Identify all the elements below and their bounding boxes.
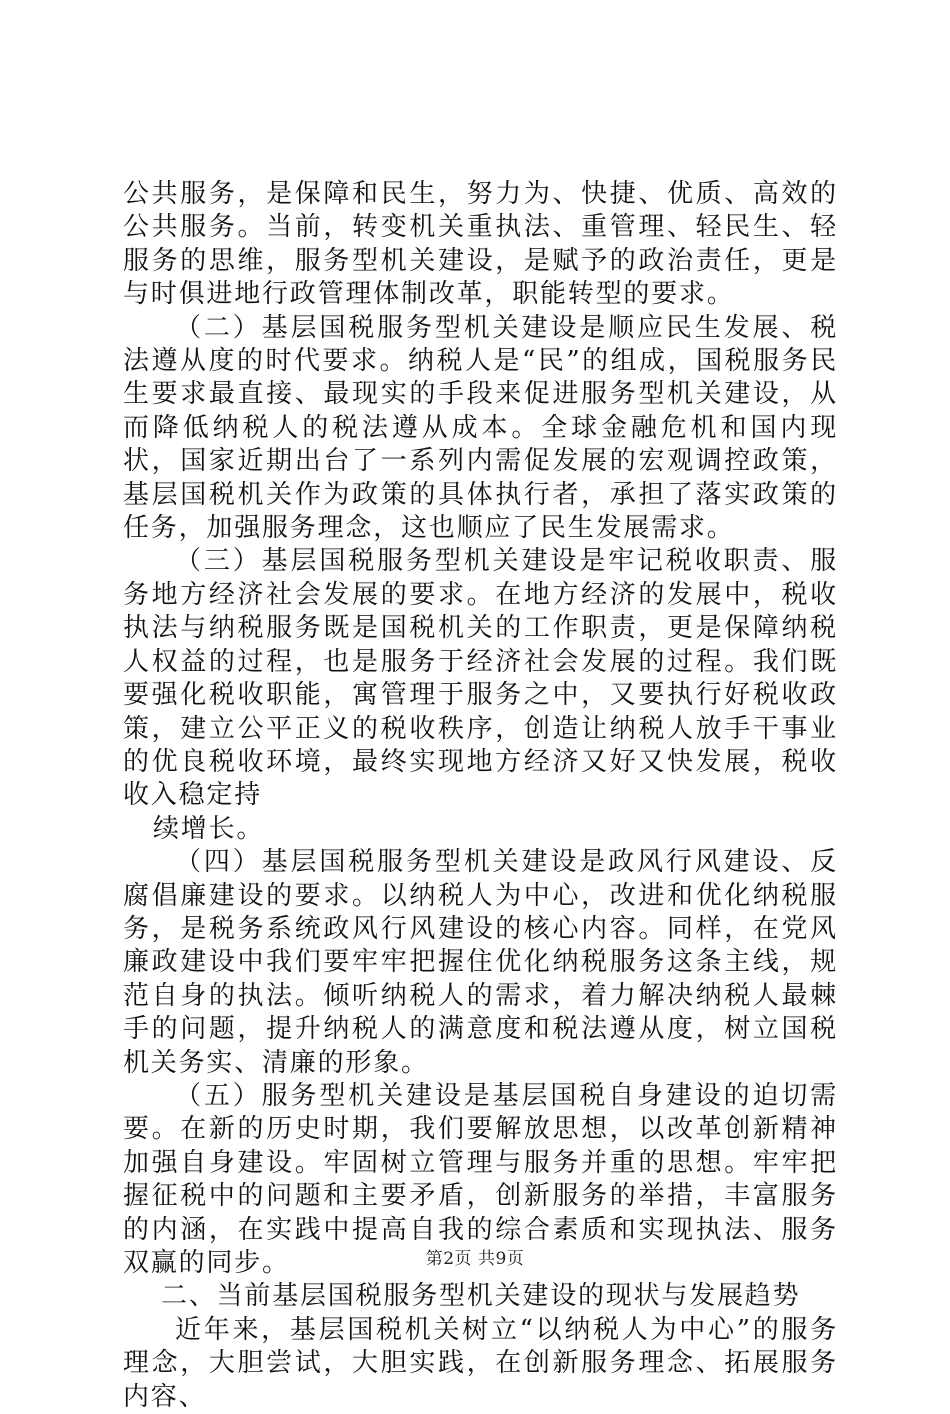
document-body [123,178,838,1414]
paragraph-recent-years: 近年来，基层国税机关树立“以纳税人为中心”的服务理念，大胆尝试，大胆实践，在创新服务理念、拓展服务内容、 [123,1314,838,1412]
paragraph-section-2: （二）基层国税服务型机关建设是顺应民生发展、税法遵从度的时代要求。纳税人是“民”的组成，国税服务民生要求最直接、最现实的手段来促进服务型机关建设，从而降低纳税人的税法遵从成本。全球金融危机和国内现状，国家近期出台了一系列内需促发展的宏观调控政策，基层国税机关作为政策的具体执行者，承担了落实政策的任务，加强服务理念，这也顺应了民生发展需求。 [123,312,838,544]
paragraph-section-3: （三）基层国税服务型机关建设是牢记税收职责、服务地方经济社会发展的要求。在地方经济的发展中，税收执法与纳税服务既是国税机关的工作职责，更是保障纳税人权益的过程，也是服务于经济社会发展的过程。我们既要强化税收职能，寓管理于服务之中，又要执行好税收政策，建立公平正义的税收秩序，创造让纳税人放手干事业的优良税收环境，最终实现地方经济又好又快发展，税收收入稳定持 [123,546,838,811]
paragraph-section-4: （四）基层国税服务型机关建设是政风行风建设、反腐倡廉建设的要求。以纳税人为中心，改进和优化纳税服务，是税务系统政风行风建设的核心内容。同样，在党风廉政建设中我们要牢牢把握住优化纳税服务这条主线，规范自身的执法。倾听纳税人的需求，着力解决纳税人最棘手的问题，提升纳税人的满意度和税法遵从度，树立国税机关务实、清廉的形象。 [123,847,838,1078]
page-number-footer: 第2页 共9页 [425,1249,525,1269]
section-heading-2: 二、当前基层国税服务型机关建设的现状与发展趋势 [161,1281,801,1312]
paragraph-continuation: 续增长。 [153,813,265,844]
paragraph-section-5: （五）服务型机关建设是基层国税自身建设的迫切需要。在新的历史时期，我们要解放思想，以改革创新精神加强自身建设。牢固树立管理与服务并重的思想。牢牢把握征税中的问题和主要矛盾，创新服务的举措，丰富服务的内涵，在实践中提高自我的综合素质和实现执法、服务双赢的同步。 [123,1080,838,1278]
paragraph-public-service: 公共服务，是保障和民生，努力为、快捷、优质、高效的公共服务。当前，转变机关重执法、重管理、轻民生、轻服务的思维，服务型机关建设，是赋予的政治责任，更是与时俱进地行政管理体制改革，职能转型的要求。 [123,179,838,310]
